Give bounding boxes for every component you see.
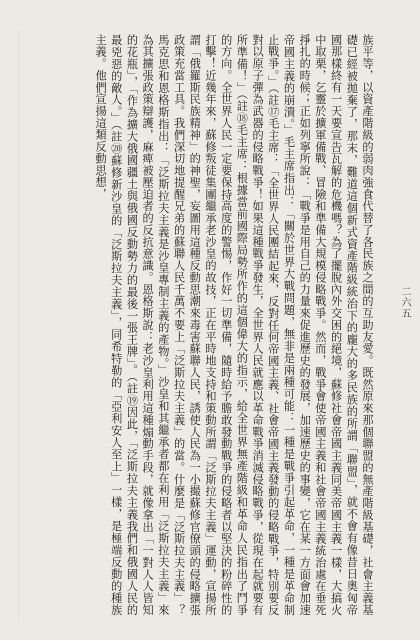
page-number: 二六五 bbox=[399, 286, 410, 319]
page-gutter-shadow bbox=[18, 30, 19, 620]
body-paragraph: 族平等，以資產階級的弱肉強食代替了各民族之間的互助友愛。既然原來那個聯盟的無產階級基礎，社會主義基礎已經被拋棄了，那末，難道這個新式資產階級統治下的龐大的多民族的所謂「聯盟」，就不會有像昔日奧匈帝國那樣終有一天要宣告瓦解的危機嗎？為了擺脫內外交困的絕境，蘇修社會帝國主義同美帝國主義一樣，大搞火中取栗，乞靈於擴軍備戰、冒險和準備大規模侵略戰爭。然而，戰爭會使帝國主義和社會帝國主義統治處在垂死掙扎的時候；正如列寧所說：「戰爭是用自己的力量來促進歷史的發展，加速歷史的事變，它在某一方面會加速帝國主義的崩潰。」毛主席指出：「關於世界大戰問題，無非是兩種可能：一種是戰爭引起革命，一種是革命制止戰爭。」（註⑰毛主席：「全世界人民團結起來，反對任何帝國主義、社會帝國主義發動的侵略戰爭，特別要反對以原子彈為武器的侵略戰爭！如果這種戰爭發生，全世界人民就應以革命戰爭消滅侵略戰爭，從現在起就要有所準備！」（註⑱毛主席：根據當前國際局勢所作的這個偉大的指示，給全世界無產階級和革命人民指出了鬥爭的方向。全世界人民一定要保持高度的警惕，作好一切準備，隨時給予膽敢發動戰爭的侵略者以堅決的粉碎性的打擊！近幾年來，蘇修叛徒集團繼承老沙皇的故技，正在平時地支持和策動所謂「泛斯拉夫主義」運動，宣揚所謂「俄羅斯民族精神」的神聖，妄圖用這種反動思潮來毒害蘇聯人民，誘使人民為一小撮蘇修官僚頭的侵略擴張政策充當工具。我們深切地提醒兄弟的蘇聯人民千萬不要上「泛斯拉夫主義」的當。什麼是「泛斯拉夫主義」？馬克思和恩格斯指出：「泛斯拉夫主義是沙皇專制主義的產物。」沙皇和其繼承者都在利用「泛斯拉夫主義」來為其擴張政策辯護，麻痺被壓迫者的反抗意識。恩格斯說：老沙皇利用這種煽動手段，就像拿出「一對人人皆知的花瓶」，「作為擴大俄國疆土與俄國反動勢力的最後一張王牌」。（註⑲因此，「泛斯拉夫主義我們和俄國人民的最兇惡的敵人。」（註⑳蘇修新沙皇的「泛斯拉夫主義」，同希特勒的「亞利安人至上」一樣，是極端反動的種族主義。他們宣揚這類反動思想， bbox=[94, 34, 374, 616]
vertical-body-text bbox=[45, 34, 375, 616]
